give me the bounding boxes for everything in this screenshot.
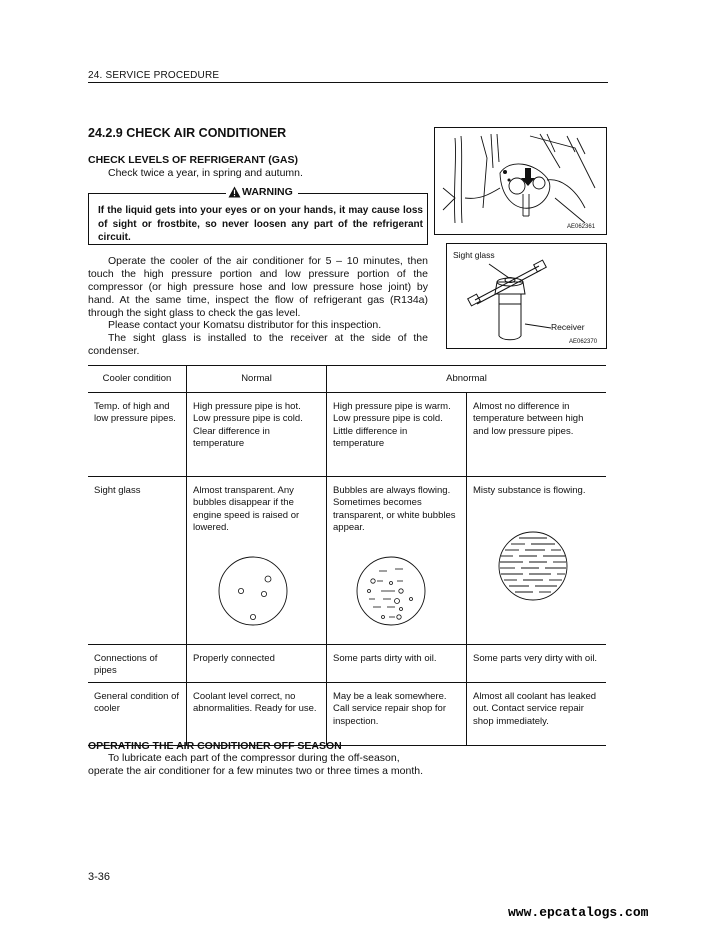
cell-abnormal [327, 476, 467, 644]
cell-abnormal: Some parts dirty with oil. [327, 644, 467, 682]
check-frequency: Check twice a year, in spring and autumn. [108, 167, 303, 179]
table-header-row [88, 366, 606, 393]
table-row [88, 644, 606, 682]
cell-normal: High pressure pipe is hot. Low pressure pipe is cold. Clear difference in temperature [187, 392, 327, 476]
off-season-heading: OPERATING THE AIR CONDITIONER OFF SEASON [88, 740, 342, 752]
off-season-text: To lubricate each part of the compressor during the off-season, operate the air conditioner for a few minutes two or three times a month. [88, 752, 424, 777]
figure-code-1: AE062361 [567, 224, 596, 230]
warning-heading [228, 186, 293, 198]
table-row [88, 682, 606, 745]
refrigerant-heading: CHECK LEVELS OF REFRIGERANT (GAS) [88, 154, 299, 166]
transparent-sight-glass-icon [193, 547, 320, 635]
warning-text: If the liquid gets into your eyes or on your hands, it may cause loss of sight or frostbite, so never loosen any part of the refrigerant circuit. [98, 205, 423, 243]
table-row [88, 476, 606, 644]
table-row [88, 392, 606, 476]
warning-label: WARNING [242, 186, 293, 198]
watermark-link[interactable]: www.epcatalogs.com [508, 905, 649, 920]
sight-glass-label: Sight glass [453, 250, 495, 260]
section-title: 24.2.9 CHECK AIR CONDITIONER [88, 126, 287, 140]
paragraph-sight-glass: The sight glass is installed to the receiver at the side of the condenser. [88, 332, 428, 357]
cell-abnormal: May be a leak somewhere. Call service repair shop for inspection. [327, 682, 467, 745]
figure-code-2: AE062370 [569, 339, 598, 345]
cell-condition: General condition of cooler [94, 690, 180, 714]
cell-abnormal: High pressure pipe is warm. Low pressure pipe is cold. Little difference in temperature [327, 392, 467, 476]
cell-normal [187, 476, 327, 644]
header-normal: Normal [187, 366, 327, 393]
cell-abnormal-severe: Some parts very dirty with oil. [467, 644, 607, 682]
running-header: 24. SERVICE PROCEDURE [88, 70, 220, 81]
figure-sight-glass [446, 243, 607, 349]
cell-condition: Sight glass [94, 484, 141, 496]
condition-table [88, 365, 606, 746]
cell-condition: Temp. of high and low pressure pipes. [94, 400, 176, 424]
cell-normal: Coolant level correct, no abnormalities. Ready for use. [187, 682, 327, 745]
cell-normal-text: Almost transparent. Any bubbles disappear if the engine speed is raised or lowered. [193, 484, 300, 533]
warning-top-rule-left [88, 193, 226, 194]
page-number: 3-36 [88, 871, 111, 883]
machine-illustration [435, 128, 606, 234]
cell-abnormal-severe: Almost all coolant has leaked out. Contact service repair shop immediately. [467, 682, 607, 745]
header-cooler-condition: Cooler condition [102, 373, 172, 384]
paragraph-contact: Please contact your Komatsu distributor for this inspection. [108, 319, 382, 331]
cell-condition: Connections of pipes [94, 652, 158, 676]
bubbling-sight-glass-icon [333, 547, 460, 635]
cell-abnormal-text: Bubbles are always flowing. Sometimes becomes transparent, or white bubbles appear. [333, 484, 456, 533]
warning-triangle-icon [228, 186, 241, 198]
cell-abnormal-severe-text: Misty substance is flowing. [473, 484, 586, 496]
header-rule [88, 82, 608, 83]
warning-top-rule-right [298, 193, 428, 194]
receiver-label: Receiver [551, 322, 585, 332]
cell-normal: Properly connected [187, 644, 327, 682]
paragraph-operate: Operate the cooler of the air conditioner for 5 – 10 minutes, then touch the high pressure portion and low pressure portion of the compressor (or high pressure hose and low pressure hose joint) by hand. At the same time, inspect the flow of refrigerant gas (R134a) through the sight glass to check the gas level. [88, 255, 428, 319]
header-abnormal: Abnormal [327, 366, 607, 393]
misty-sight-glass-icon [473, 522, 600, 610]
cell-abnormal-severe [467, 476, 607, 644]
figure-machine [434, 127, 607, 235]
cell-abnormal-severe: Almost no difference in temperature between high and low pressure pipes. [467, 392, 607, 476]
